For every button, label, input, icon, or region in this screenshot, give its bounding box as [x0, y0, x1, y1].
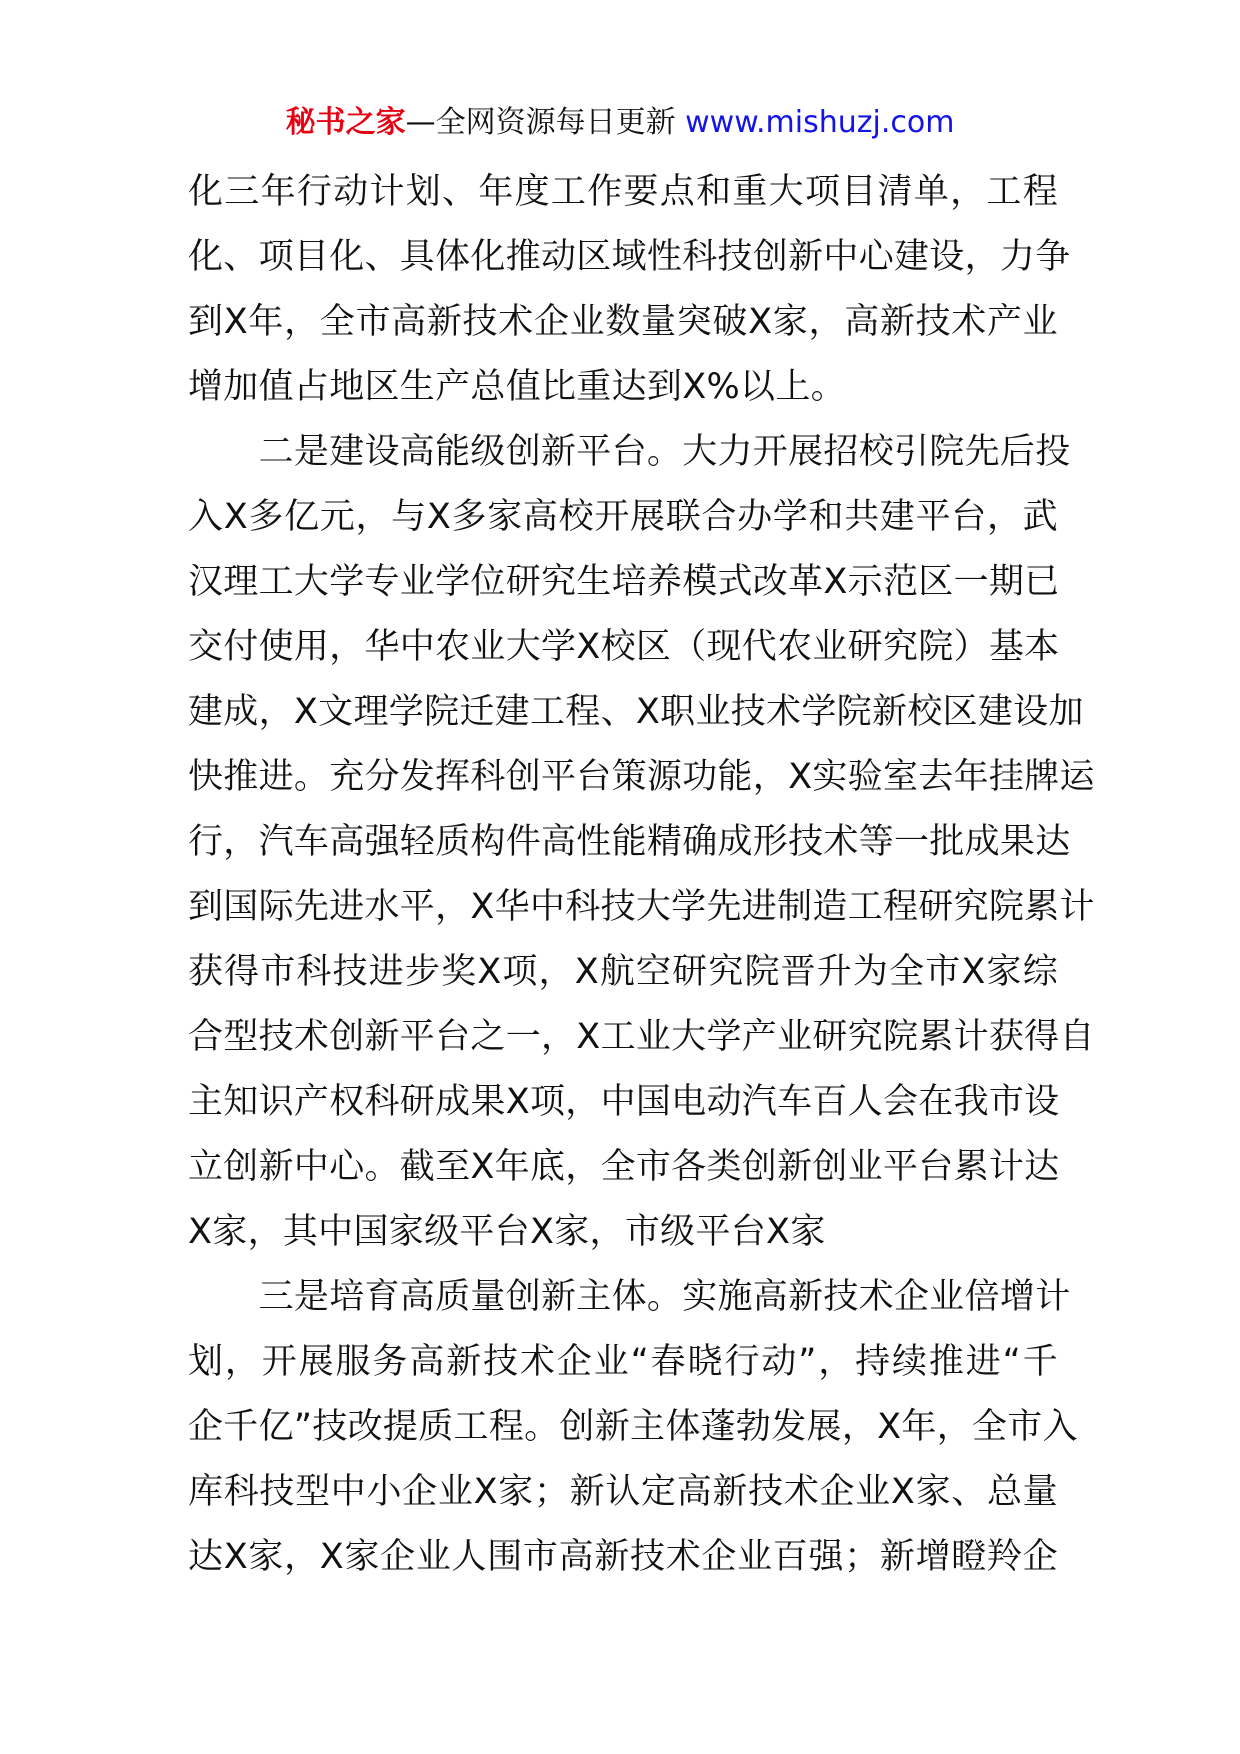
text-line: 交付使用，华中农业大学X校区（现代农业研究院）基本: [188, 627, 1060, 667]
text-line: 行，汽车高强轻质构件高性能精确成形技术等一批成果达: [188, 822, 1071, 862]
header-slogan: —全网资源每日更新: [405, 105, 686, 140]
text-line: 到X年，全市高新技术企业数量突破X家，高新技术产业: [188, 302, 1058, 342]
page-header: [0, 100, 1240, 146]
text-line: 合型技术创新平台之一，X工业大学产业研究院累计获得自: [188, 1017, 1095, 1057]
document-body: [188, 160, 1095, 1590]
text-line: 到国际先进水平，X华中科技大学先进制造工程研究院累计: [188, 887, 1095, 927]
text-line: 建成，X文理学院迁建工程、X职业技术学院新校区建设加: [188, 692, 1084, 732]
text-line: 快推进。充分发挥科创平台策源功能，X实验室去年挂牌运: [188, 757, 1095, 797]
text-line: 达X家，X家企业人围市高新技术企业百强；新增瞪羚企: [188, 1537, 1058, 1577]
header-url[interactable]: www.mishuzj.com: [685, 105, 955, 140]
text-line: 汉理工大学专业学位研究生培养模式改革X示范区一期已: [188, 562, 1060, 602]
text-line: 主知识产权科研成果X项，中国电动汽车百人会在我市设: [188, 1082, 1060, 1122]
brand-name: 秘书之家: [285, 105, 406, 140]
text-line: 增加值占地区生产总值比重达到X%以上。: [188, 367, 846, 407]
text-line: 化三年行动计划、年度工作要点和重大项目清单，工程: [188, 172, 1058, 212]
text-line: X家，其中国家级平台X家，市级平台X家: [188, 1212, 826, 1252]
text-line: 化、项目化、具体化推动区域性科技创新中心建设，力争: [188, 237, 1071, 277]
text-line: 库科技型中小企业X家；新认定高新技术企业X家、总量: [188, 1472, 1058, 1512]
text-line: 立创新中心。截至X年底，全市各类创新创业平台累计达: [188, 1147, 1060, 1187]
text-line: 三是培育高质量创新主体。实施高新技术企业倍增计: [188, 1277, 1071, 1317]
text-line: 企千亿”技改提质工程。创新主体蓬勃发展，X年，全市入: [188, 1407, 1078, 1447]
text-line: 入X多亿元，与X多家高校开展联合办学和共建平台，武: [188, 497, 1058, 537]
text-line: 二是建设高能级创新平台。大力开展招校引院先后投: [188, 432, 1071, 472]
text-line: 获得市科技进步奖X项，X航空研究院晋升为全市X家综: [188, 952, 1058, 992]
text-line: 划，开展服务高新技术企业“春晓行动”，持续推进“千: [188, 1342, 1058, 1382]
